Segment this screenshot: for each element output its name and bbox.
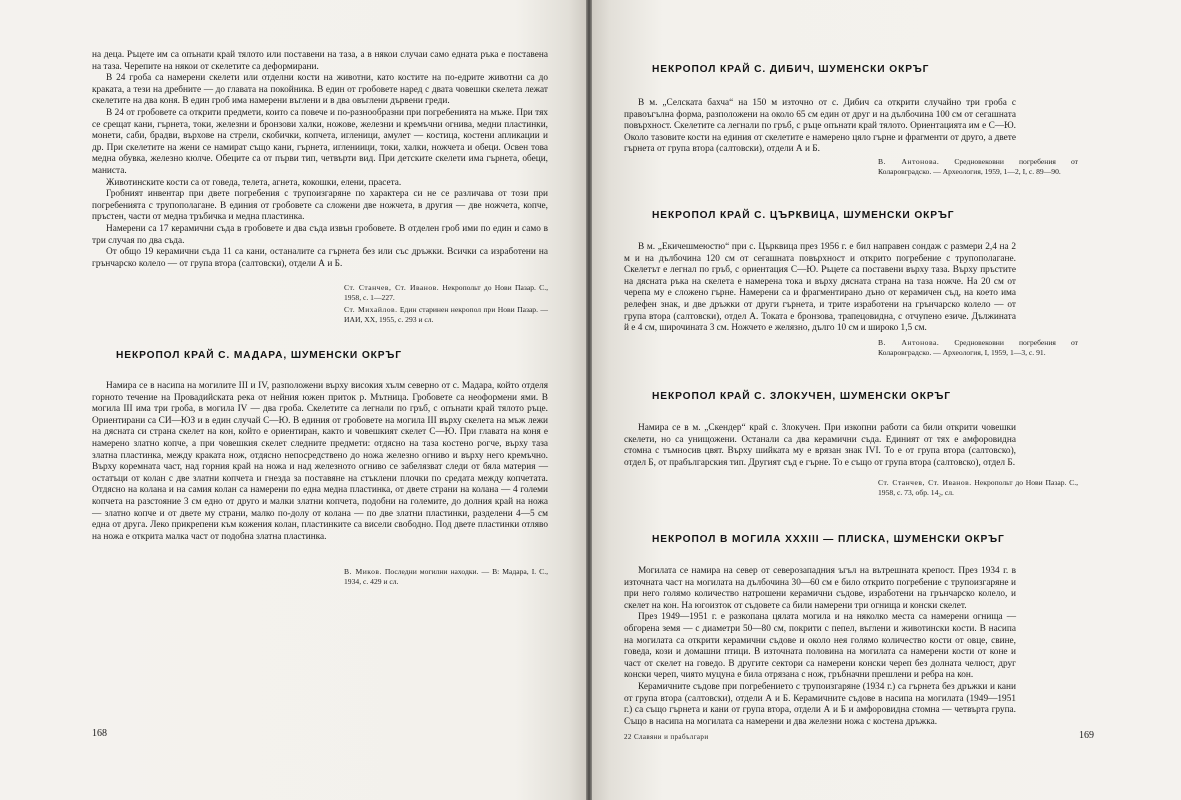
paragraph: През 1949—1951 г. е разкопана цялата могила и на няколко места са намерени огнища — обгорена земя — с диаметри 50—80 см, покрити с пепел, въглени и животински кости. В насипа на могилата са открити керамични съдове и около нея голямо количество кости от овце, свине, говеда, кози и домашни птици. В източната половина на могилата са намерени кости от коне и част от скелет на говедо. В другите сектори са намерени конски череп без долната челюст, друг конски череп, чиято муцуна е била отрязана с нож, гръбначни прешлени и ребра на кон. xyxy=(624,612,1016,681)
paragraph: Намира се в насипа на могилите III и IV, разположени върху високия хълм северно от с. Мадара, който отделя горното течение на Провадийската река от нейния южен приток р. Мътница. Гробовете са неоформени ями. В могила III има три гроба, в могила IV — два гроба. Скелетите са легнали по гръб, с опънати край тялото ръце. Ориентирани са СИ—ЮЗ и в един случай С—Ю. В единия от гробовете на могила III върху скелета на мъж лежи на дясната си страна скелет на кон, който е ориентиран, както и човешкият скелет С—Ю. При главата на коня е намерено златно копче, а при човешкия скелет следните предмети: отдясно на таза костено рогче, върху таза златна пластинка, между краката нож, отдясно непосредствено до ножа железно огниво и върху него кремъчно. Върху коремната част, над горния край на ножа и над железното огниво се забелязват следи от бяла материя — остатъци от колан с две златни копчета и гнезда за поставяне на стъклени плочки по средата между копчетата. Отдясно на колана и на самия колан са намерени по една медна пластинка, от двете страни на колана — 4 големи копчета на разстояние 3 см едно от друго и малки златни копчета, подобни на големите, до долния край на ножа — златно копче и от двете му страни, малко по-долу от колана — по две златни пластинки, разделени 4—5 см една от друга. Леко прикрепени към кожения колан, пластинките са висели свободно. Под двете пластинки отляво на ножа е открита малка част от подобна златна пластинка. xyxy=(92,381,548,542)
paragraph: В м. „Екичешмеюстю“ при с. Църквица през 1956 г. е бил направен сондаж с размери 2,4 на 2 м и на дълбочина 120 см от сегашната повърхност и открито погребение с трупополагане. Скелетът е легнал по гръб, с ориентация С—Ю. Ръцете са поставени върху таза. Върху пръстите на дясната ръка на скелета е намерена тока и върху дясната страна на таза ножче. На 20 см от черепа му е сложено гърне. Намерени са и фрагментирано дъно от керамичен съд, на което има релефен знак, и две дръжки от други гърнета, и трите изработени на грънчарско колело — от група втора (салтовски), отдел А. Токата е бронзова, трапецовидна, с отчупено езиче. Дължината й е 4 см, широчината 3 см. Ножчето е желязно, дълго 10 см и широко 1,5 см. xyxy=(624,242,1016,334)
ref-author: В. Миков. xyxy=(344,567,382,576)
paragraph: Намерени са 17 керамични съда в гробовете и два съда извън гробовете. В отделен гроб ими по един и само в три случая по два съда. xyxy=(92,223,548,246)
zlokuchen-section-text xyxy=(624,423,1016,469)
footer-signature: 22 Славяни и прабългари xyxy=(624,733,709,741)
ref-text: Некропольт до Нови Пазар. С., 1958, с. 1—227. xyxy=(344,283,549,302)
left-page xyxy=(0,0,586,800)
paragraph: В 24 гроба са намерени скелети или отделни кости на животни, като костите на по-едрите животни са до краката, а тези на дребните — до главата на покойника. В един от гробовете наред с двата човешки скелета лежат скелетите на два коня. В един гроб има намерени въглени и в два овъглени дървени греди. xyxy=(92,73,548,107)
right-page xyxy=(592,0,1181,800)
ref-text: Средновековни погребения от Коларовградско. — Археология, 1959, 1—2, I, с. 89—90. xyxy=(878,157,1078,176)
pliska-section-text xyxy=(624,566,1016,728)
section-heading-dibich: НЕКРОПОЛ КРАЙ С. ДИБИЧ, ШУМЕНСКИ ОКРЪГ xyxy=(652,64,930,75)
ref-text: Некропольт до Нови Пазар. С., 1958, с. 73, обр. 14₂, сл. xyxy=(878,478,1079,497)
ref-author: В. Антонова. xyxy=(878,338,940,347)
paragraph: Животинските кости са от говеда, телета, агнета, кокошки, елени, прасета. xyxy=(106,177,402,188)
paragraph: От общо 19 керамични съда 11 са кани, останалите са гърнета без или със дръжки. Всички са изработени на грънчарско колело — от група втора (салтовски), отдели А и Б. xyxy=(92,247,548,269)
ref-text: Средновековни погребения от Коларовградско. — Археология, I, 1959, 1—3, с. 91. xyxy=(878,338,1078,357)
bibliography-reference xyxy=(344,305,548,324)
ref-author: Ст. Михайлов. xyxy=(344,305,398,314)
bibliography-reference xyxy=(878,478,1078,497)
paragraph: на деца. Ръцете им са опънати край тялото или поставени на таза, а в някои случаи само едната ръка е поставена на таза. Черепите на някои от скелетите са деформирани. xyxy=(92,50,548,72)
ref-author: Ст. Станчев, Ст. Иванов. xyxy=(878,478,972,487)
section-heading-zlokuchen: НЕКРОПОЛ КРАЙ С. ЗЛОКУЧЕН, ШУМЕНСКИ ОКРЪГ xyxy=(652,391,951,402)
ref-author: В. Антонова. xyxy=(878,157,940,166)
paragraph: Керамичните съдове при погребението с трупоизгаряне (1934 г.) са гърнета без дръжки и кани от група втора (салтовски), отдели А и Б. Керамичните съдове в насипа на могилата (1949—1951 г.) са също гърнета и кани от група втора, отдели А и Б и амфоровидна стомна — четвърта група. Също в насипа на могилата са намерени и два железни ножа с костена дръжка. xyxy=(624,681,1016,727)
ref-text: Един старинен некропол при Нови Пазар. — ИАИ, XX, 1955, с. 293 и сл. xyxy=(344,305,548,324)
paragraph: В м. „Селската бахча“ на 150 м източно от с. Дибич са открити случайно три гроба с правоъгълна форма, разположени на около 65 см един от друг и на дълбочина 100 см от сегашната повърхност. Скелетите са легнали по гръб, с ръце опънати край тялото. Ориентацията им е С—Ю. Около тазовите кости на единия от скелетите е намерено цяло гърне и фрагменти от друго, а двете гърнета от група втора (салтовски), отдели А и Б. xyxy=(624,98,1016,155)
madara-section-text xyxy=(92,381,548,543)
section-heading-tsarkvitsa: НЕКРОПОЛ КРАЙ С. ЦЪРКВИЦА, ШУМЕНСКИ ОКРЪГ xyxy=(652,210,955,221)
bibliography-reference xyxy=(878,338,1078,357)
dibich-section-text xyxy=(624,98,1016,156)
ref-text: Последни могилни находки. — В: Мадара, I. С., 1934, с. 429 и сл. xyxy=(344,567,549,586)
tsarkvitsa-section-text xyxy=(624,242,1016,335)
paragraph: Намира се в м. „Скендер“ край с. Злокучен. При изкопни работи са били открити човешки скелети, но са унищожени. Останали са два керамични съда. Единият от тях е амфоровидна стомна с тъмносив цвят. Върху шийката му е врязан знак IVI. То е от група втора (салтовско), отдел Б, от прабългарския тип. Другият съд е гърне. То е също от група втора (салтовско), отдел Б. xyxy=(624,423,1016,468)
ref-author: Ст. Станчев, Ст. Иванов. xyxy=(344,283,440,292)
section-heading-pliska: НЕКРОПОЛ В МОГИЛА XXXIII — ПЛИСКА, ШУМЕНСКИ ОКРЪГ xyxy=(652,534,1005,545)
left-page-text-block xyxy=(92,50,548,270)
bibliography-reference xyxy=(344,283,548,302)
paragraph: Могилата се намира на север от северозападния ъгъл на вътрешната крепост. През 1934 г. в източната част на могилата на дълбочина 30—60 см е било открито погребение с трупоизгаряне и при него голямо количество натрошени керамични съдове, изработени на грънчарско колело, и скелет на кон. На югоизток от съдовете са били намерени три огнища и конски скелет. xyxy=(624,566,1016,611)
page-number: 168 xyxy=(92,728,107,739)
section-heading-madara: НЕКРОПОЛ КРАЙ С. МАДАРА, ШУМЕНСКИ ОКРЪГ xyxy=(116,350,402,361)
paragraph: Гробният инвентар при двете погребения с трупоизгаряне по характера си не се различава от този при погребенията с трупополагане. В единия от гробовете са сложени две ножчета, в другия — две ножчета, копче, пръстен, части от медна тръбичка и медна пластинка. xyxy=(92,189,548,223)
bibliography-reference xyxy=(344,567,548,586)
paragraph: В 24 от гробовете са открити предмети, които са повече и по-разнообразни при погребенията на мъже. При тях се срещат кани, гърнета, токи, железни и бронзови халки, ножове, железни и кремъчни огнива, медни пластинки, монети, саби, брадви, върхове на стрели, скобички, копчета, игленици, амулет — костица, костени апликации и др. При скелетите на жени се намират също кани, гърнета, иглениици, токи, халки, ножчета и обеци. Освен това медна обувка, железно кюлче. Обеците са от първи тип, четвърти вид. При детските скелети има гърнета, обеци, маниста. xyxy=(92,107,548,176)
bibliography-reference xyxy=(878,157,1078,176)
page-number: 169 xyxy=(1079,730,1094,741)
